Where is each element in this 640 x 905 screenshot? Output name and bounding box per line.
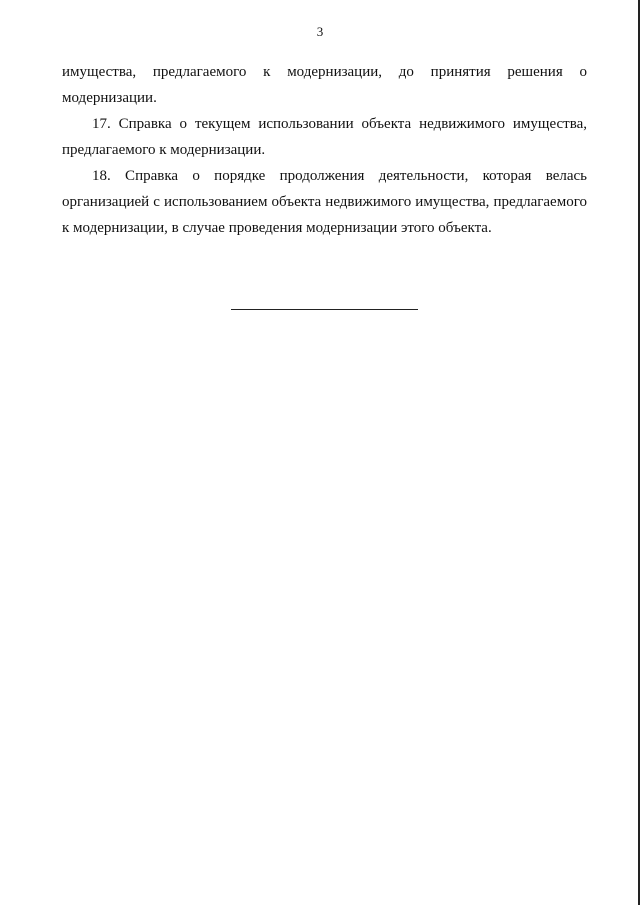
end-separator-line: [231, 309, 418, 310]
paragraph-item-17: 17. Справка о текущем использовании объекта недвижимого имущества, предлагаемого к модернизации.: [62, 116, 587, 158]
page-number: 3: [316, 24, 324, 39]
document-body: [62, 59, 587, 241]
paragraph-item-18: 18. Справка о порядке продолжения деятельности, которая велась организацией с использованием объекта недвижимого имущества, предлагаемого к модернизации, в случае проведения модернизации этого объекта.: [62, 168, 587, 236]
paragraph-continuation: имущества, предлагаемого к модернизации, до принятия решения о модернизации.: [62, 64, 587, 106]
